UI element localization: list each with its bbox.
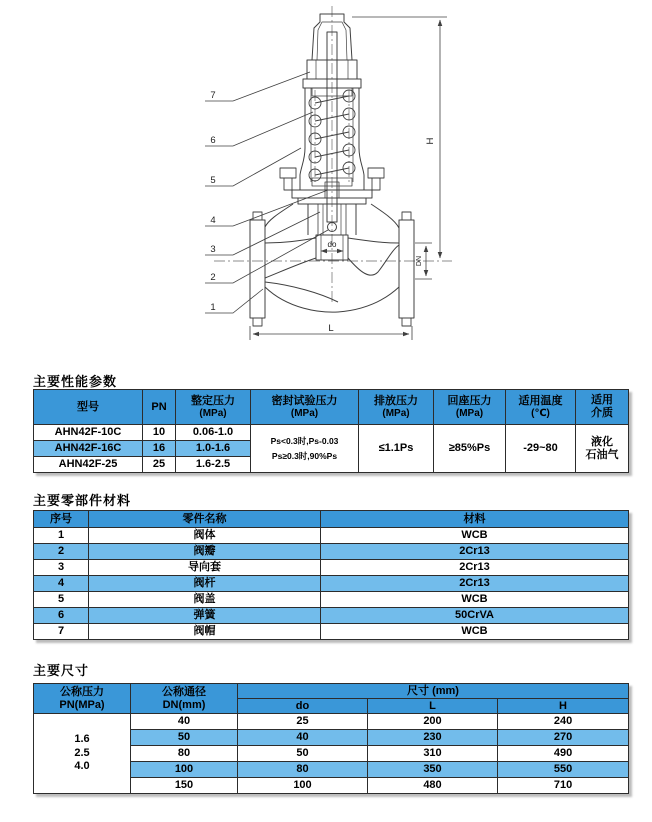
table-row — [34, 714, 629, 730]
no-cell: 1 — [34, 528, 89, 544]
col-header-pn — [34, 684, 131, 714]
table-row — [34, 624, 629, 640]
l-cell: 480 — [368, 778, 498, 794]
col-header-part: 零件名称 — [89, 511, 321, 528]
callout-7: 7 — [210, 90, 216, 101]
table-row-highlighted — [34, 576, 629, 592]
table-row — [34, 592, 629, 608]
header-unit: (MPa) — [455, 407, 484, 419]
dn-cell: 80 — [131, 746, 238, 762]
performance-header-row — [34, 390, 629, 425]
seal-test-cell — [251, 425, 359, 473]
table-row-highlighted — [34, 544, 629, 560]
callout-1: 1 — [210, 302, 216, 313]
h-cell: 490 — [498, 746, 629, 762]
col-header-reseat — [434, 390, 506, 425]
pn-value: 2.5 — [74, 746, 90, 759]
col-header-medium — [576, 390, 629, 425]
material-cell: 50CrVA — [321, 608, 629, 624]
dimensions-header-row-1 — [34, 684, 629, 699]
part-cell: 弹簧 — [89, 608, 321, 624]
part-cell: 阀盖 — [89, 592, 321, 608]
material-cell: WCB — [321, 592, 629, 608]
do-cell: 80 — [238, 762, 368, 778]
pn-cell: 25 — [143, 457, 176, 473]
l-cell: 310 — [368, 746, 498, 762]
part-cell: 阀体 — [89, 528, 321, 544]
material-cell: WCB — [321, 528, 629, 544]
set-pressure-cell: 1.0-1.6 — [176, 441, 251, 457]
no-cell: 3 — [34, 560, 89, 576]
no-cell: 5 — [34, 592, 89, 608]
header-line: 密封试验压力 — [271, 394, 338, 407]
medium-line-2: 石油气 — [585, 448, 619, 461]
callout-4: 4 — [210, 215, 216, 226]
col-header-seal-test — [251, 390, 359, 425]
l-cell: 200 — [368, 714, 498, 730]
h-cell: 550 — [498, 762, 629, 778]
discharge-cell: ≤1.1Ps — [359, 425, 434, 473]
no-cell: 7 — [34, 624, 89, 640]
header-line: 公称压力 — [60, 685, 104, 698]
table-row — [34, 560, 629, 576]
callout-6: 6 — [210, 135, 216, 146]
performance-section-title: 主要性能参数 — [33, 374, 118, 389]
dim-l-label: L — [328, 323, 334, 334]
dim-h-label: H — [425, 137, 436, 145]
material-cell: 2Cr13 — [321, 576, 629, 592]
col-header-discharge — [359, 390, 434, 425]
set-pressure-cell: 1.6-2.5 — [176, 457, 251, 473]
part-cell: 阀帽 — [89, 624, 321, 640]
h-cell: 270 — [498, 730, 629, 746]
dim-do-label: do — [327, 240, 337, 249]
col-header-set-pressure — [176, 390, 251, 425]
performance-table — [33, 389, 629, 473]
temperature-cell: -29~80 — [506, 425, 576, 473]
dim-dn-label: DN — [416, 255, 423, 267]
model-cell: AHN42F-16C — [34, 441, 143, 457]
header-line: 回座压力 — [447, 394, 492, 407]
material-cell: 2Cr13 — [321, 560, 629, 576]
part-cell: 阀瓣 — [89, 544, 321, 560]
model-cell: AHN42F-25 — [34, 457, 143, 473]
l-cell: 230 — [368, 730, 498, 746]
valve-drawing — [0, 0, 652, 368]
pn-cell: 16 — [143, 441, 176, 457]
no-cell: 6 — [34, 608, 89, 624]
col-header-no: 序号 — [34, 511, 89, 528]
do-cell: 25 — [238, 714, 368, 730]
col-header-material: 材料 — [321, 511, 629, 528]
no-cell: 4 — [34, 576, 89, 592]
col-header-size-group: 尺寸 (mm) — [238, 684, 629, 699]
seal-line-2: Ps≥0.3时,90%Ps — [271, 450, 338, 461]
h-cell: 240 — [498, 714, 629, 730]
header-unit: (℃) — [531, 407, 550, 419]
pn-value: 4.0 — [74, 760, 90, 773]
header-line: 适用 — [591, 394, 613, 407]
h-cell: 710 — [498, 778, 629, 794]
callout-2: 2 — [210, 272, 216, 283]
header-line: 整定压力 — [191, 394, 235, 407]
model-cell: AHN42F-10C — [34, 425, 143, 441]
part-cell: 阀杆 — [89, 576, 321, 592]
pn-value: 1.6 — [74, 732, 90, 745]
callout-3: 3 — [210, 244, 216, 255]
dimensions-table — [33, 683, 629, 794]
seal-line-1: Ps<0.3时,Ps-0.03 — [270, 436, 339, 447]
header-line: DN(mm) — [162, 698, 206, 711]
no-cell: 2 — [34, 544, 89, 560]
medium-line-1: 液化 — [591, 435, 613, 448]
header-unit: (MPa) — [382, 407, 410, 419]
do-cell: 40 — [238, 730, 368, 746]
header-line: 排放压力 — [374, 394, 418, 407]
table-row-highlighted — [34, 608, 629, 624]
do-cell: 50 — [238, 746, 368, 762]
dn-cell: 40 — [131, 714, 238, 730]
l-cell: 350 — [368, 762, 498, 778]
materials-table — [33, 510, 629, 640]
col-header-l: L — [368, 699, 498, 714]
header-line: 介质 — [591, 407, 613, 419]
dn-cell: 50 — [131, 730, 238, 746]
part-cell: 导向套 — [89, 560, 321, 576]
header-unit: (MPa) — [290, 407, 319, 419]
medium-cell — [576, 425, 629, 473]
dn-cell: 150 — [131, 778, 238, 794]
header-line: 公称通径 — [162, 685, 206, 698]
materials-section-title: 主要零部件材料 — [33, 493, 132, 508]
valve-drawing-area — [0, 0, 652, 368]
col-header-pn: PN — [143, 390, 176, 425]
dimension-lines — [250, 17, 447, 340]
material-cell: 2Cr13 — [321, 544, 629, 560]
table-row — [34, 528, 629, 544]
col-header-model: 型号 — [34, 390, 143, 425]
pn-cell: 10 — [143, 425, 176, 441]
col-header-do: do — [238, 699, 368, 714]
pn-values-cell — [34, 714, 131, 794]
do-cell: 100 — [238, 778, 368, 794]
reseat-cell: ≥85%Ps — [434, 425, 506, 473]
materials-header-row — [34, 511, 629, 528]
dimensions-section-title: 主要尺寸 — [33, 663, 90, 678]
callout-leaders — [205, 72, 328, 313]
table-row — [34, 425, 629, 441]
col-header-temperature — [506, 390, 576, 425]
col-header-h: H — [498, 699, 629, 714]
callout-5: 5 — [210, 175, 216, 186]
header-line: 适用温度 — [518, 394, 563, 407]
dn-cell: 100 — [131, 762, 238, 778]
material-cell: WCB — [321, 624, 629, 640]
header-line: PN(MPa) — [59, 698, 105, 711]
col-header-dn — [131, 684, 238, 714]
header-unit: (MPa) — [199, 407, 227, 419]
set-pressure-cell: 0.06-1.0 — [176, 425, 251, 441]
